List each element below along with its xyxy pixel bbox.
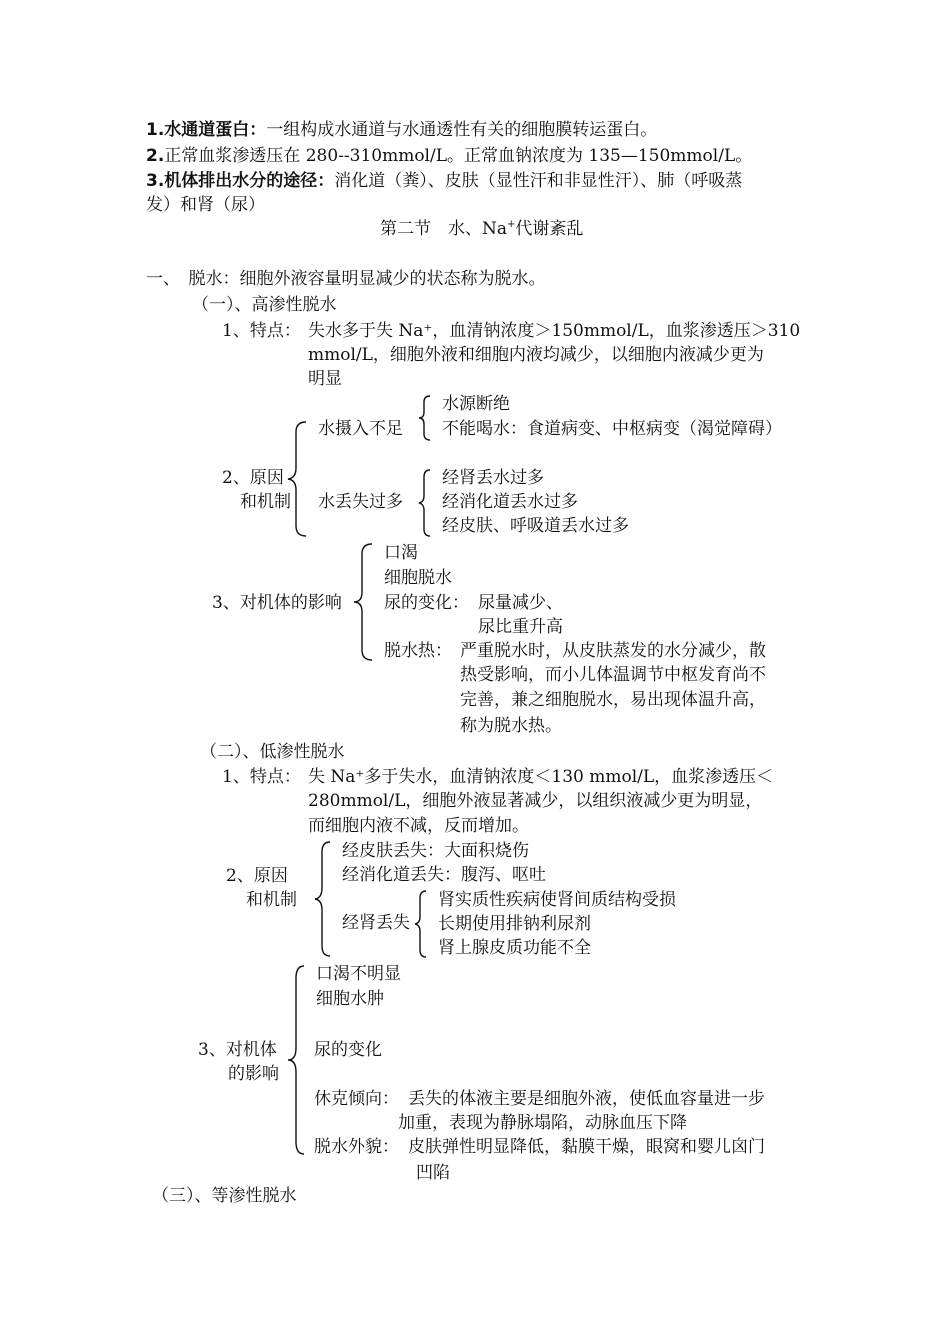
sub2-appear-line-2: 凹陷 (416, 1163, 450, 1183)
sub1-feature-label: 1、特点： (222, 321, 301, 341)
section-title-sup: + (507, 219, 516, 230)
sub1-intake-label: 水摄入不足 (318, 419, 403, 439)
sub2-kidney-item-1: 肾实质性疾病使肾间质结构受损 (438, 890, 676, 910)
intro-text-3a: 消化道（粪）、皮肤（显性汗和非显性汗）、肺（呼吸蒸 (334, 171, 743, 191)
sub2-kidney-item-2: 长期使用排钠利尿剂 (438, 914, 591, 934)
sub1-loss-brace (418, 468, 434, 538)
sub1-intake-brace (418, 394, 434, 442)
sub1-effect-label: 3、对机体的影响 (212, 593, 342, 613)
sub1-title: （一）、高渗性脱水 (192, 295, 337, 315)
sub1-urine-item-1: 尿量减少、 (478, 593, 563, 613)
part1-heading: 一、 脱水：细胞外液容量明显减少的状态称为脱水。 (146, 269, 546, 289)
intro-line-1 (146, 119, 657, 141)
sub1-cause-label-2: 和机制 (240, 492, 291, 512)
sub2-effect-item-1: 口渴不明显 (316, 964, 401, 984)
section-title-suffix: 代谢紊乱 (515, 219, 584, 239)
intro-text-2: 正常血浆渗透压在 280--310mmol/L。正常血钠浓度为 135—150mmol/L。 (164, 146, 753, 166)
sub2-feature-line3: 而细胞内液不减，反而增加。 (308, 816, 529, 836)
sub1-fever-line-2: 热受影响，而小儿体温调节中枢发育尚不 (460, 665, 766, 685)
section-title-prefix: 第二节 水、Na (380, 219, 508, 239)
sub2-feature-line2: 280mmol/L，细胞外液显著减少，以组织液减少更为明显， (308, 791, 763, 811)
sub2-cause-label-2: 和机制 (246, 890, 297, 910)
sub1-cause-brace (290, 420, 310, 538)
sub1-loss-item-2: 经消化道丢水过多 (442, 492, 578, 512)
sub2-effect-item-2: 细胞水肿 (316, 989, 384, 1009)
sub1-effect-item-2: 细胞脱水 (384, 568, 452, 588)
sub1-urine-label: 尿的变化： (384, 593, 469, 613)
sub1-loss-label: 水丢失过多 (318, 492, 403, 512)
sub1-feature-line2: mmol/L，细胞外液和细胞内液均减少，以细胞内液减少更为 (308, 345, 764, 365)
sub2-kidney-brace (414, 889, 430, 959)
sub2-title: （二）、低渗性脱水 (200, 742, 345, 762)
section-title (380, 218, 583, 240)
sub1-intake-item-2: 不能喝水：食道病变、中枢病变（渴觉障碍） (442, 419, 782, 439)
sub1-effect-brace (352, 542, 376, 662)
sub1-cause-label-1: 2、原因 (222, 468, 284, 488)
sub2-shock-label: 休克倾向： (314, 1089, 399, 1109)
intro-line-2 (146, 145, 752, 167)
sub2-cause-brace (314, 840, 334, 958)
intro-text-3b: 发）和肾（尿） (146, 195, 265, 215)
intro-num-1: 1. (146, 120, 165, 140)
intro-num-3: 3. (146, 171, 165, 191)
sub2-feature-label: 1、特点： (222, 767, 301, 787)
sub1-fever-line-1: 严重脱水时，从皮肤蒸发的水分减少，散 (460, 641, 766, 661)
sub3-title: （三）、等渗性脱水 (152, 1186, 297, 1206)
sub2-effect-brace (286, 964, 308, 1156)
sub2-shock-line-1: 丢失的体液主要是细胞外液，使低血容量进一步 (408, 1089, 765, 1109)
sub1-feature-line3: 明显 (308, 369, 342, 389)
sub2-shock-line-2: 加重，表现为静脉塌陷，动脉血压下降 (398, 1113, 687, 1133)
intro-line-3 (146, 170, 742, 192)
sub1-effect-item-1: 口渴 (384, 543, 418, 563)
sub2-effect-label-2: 的影响 (228, 1064, 279, 1084)
intro-term-3: 机体排出水分的途径： (164, 171, 335, 191)
sub2-cause-item-1: 经皮肤丢失：大面积烧伤 (342, 841, 529, 861)
sub1-fever-line-4: 称为脱水热。 (460, 716, 562, 736)
sub2-kidney-label: 经肾丢失 (342, 913, 410, 933)
sub2-effect-label-1: 3、对机体 (198, 1040, 277, 1060)
sub1-urine-item-2: 尿比重升高 (478, 617, 563, 637)
intro-num-2: 2. (146, 146, 165, 166)
sub1-fever-line-3: 完善，兼之细胞脱水，易出现体温升高， (460, 690, 766, 710)
intro-text-1: 一组构成水通道与水通透性有关的细胞膜转运蛋白。 (266, 120, 658, 140)
sub2-appear-line-1: 皮肤弹性明显降低，黏膜干燥，眼窝和婴儿囟门 (408, 1137, 765, 1157)
sub1-loss-item-1: 经肾丢水过多 (442, 468, 544, 488)
sub2-appear-label: 脱水外貌： (314, 1137, 399, 1157)
intro-term-1: 水通道蛋白： (164, 120, 267, 140)
sub1-loss-item-3: 经皮肤、呼吸道丢水过多 (442, 516, 629, 536)
sub2-cause-label-1: 2、原因 (226, 866, 288, 886)
sub2-feature-line1: 失 Na⁺多于失水，血清钠浓度＜130 mmol/L，血浆渗透压＜ (308, 767, 774, 787)
sub2-effect-item-3: 尿的变化 (314, 1040, 382, 1060)
sub1-feature-line1: 失水多于失 Na⁺，血清钠浓度＞150mmol/L，血浆渗透压＞310 (308, 321, 801, 341)
sub1-intake-item-1: 水源断绝 (442, 394, 510, 414)
sub2-cause-item-2: 经消化道丢失：腹泻、呕吐 (342, 865, 546, 885)
sub1-fever-label: 脱水热： (384, 641, 452, 661)
sub2-kidney-item-3: 肾上腺皮质功能不全 (438, 938, 591, 958)
